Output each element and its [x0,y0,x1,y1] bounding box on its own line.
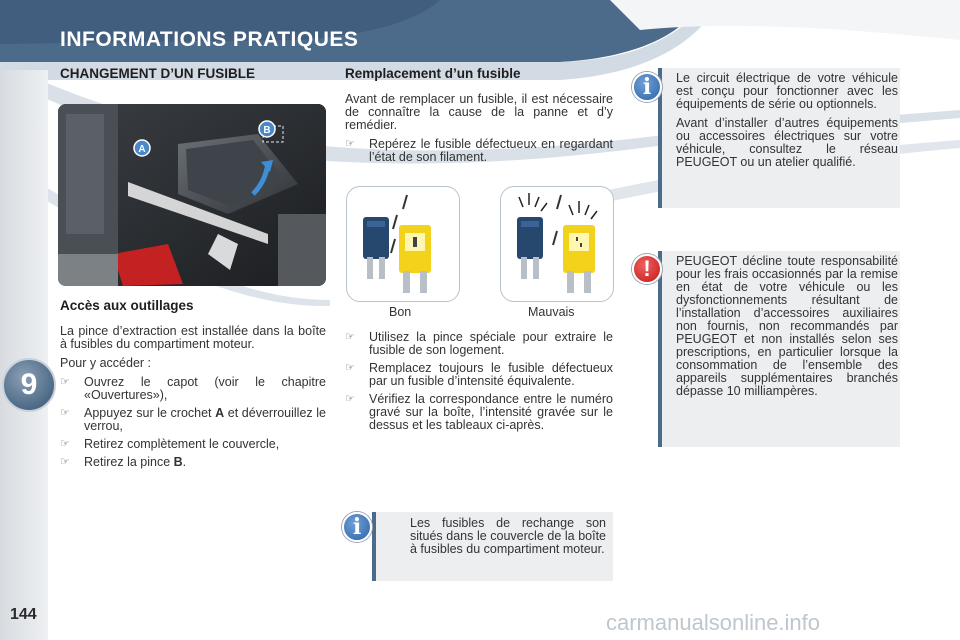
pointing-hand-icon: ☞ [60,407,70,419]
watermark: carmanualsonline.info [606,610,821,635]
access-intro: La pince d’extraction est installée dans la boîte à fusibles du compartiment moteur. [60,324,326,351]
step-item: ☞ Vérifiez la correspondance entre le numéro gravé sur la boîte, l’intensité gravée sur le dessus et les tableaux ci-après. [345,392,613,432]
step-item: ☞ Retirez complètement le couvercle, [60,437,280,451]
pointing-hand-icon: ☞ [345,331,355,343]
section-title: CHANGEMENT D’UN FUSIBLE [60,66,255,81]
step-item: ☞ Ouvrez le capot (voir le chapitre «Ouvertures»), [60,375,326,402]
step-item: ☞ Repérez le fusible défectueux en regardant l’état de son filament. [345,137,613,164]
chapter-strip [0,70,48,640]
subsection-title: Accès aux outillages [60,298,194,313]
fuse-bad-illustration [500,186,614,302]
warning-box-text: PEUGEOT décline toute responsabilité pour les frais occasionnés par la remise en état de votre véhicule ou les dysfonctionnements résultant de l’installation d’accessoires auxiliaires non fournis, non recommandés par PEUGEOT et non installés selon ses prescriptions, en particulier lorsque la consommation de l’ensemble des appareils supplémentaires branchés dépasse 10 milliampères. [676,254,898,398]
fuse-good-label: Bon [389,305,412,319]
pointing-hand-icon: ☞ [345,138,355,150]
subsection-title: Remplacement d’un fusible [345,66,521,81]
step-item: ☞ Utilisez la pince spéciale pour extraire le fusible de son logement. [345,330,613,357]
warning-icon: ! [632,254,662,284]
access-steps [60,376,326,469]
hook-ref: A [215,406,225,420]
page-number: 144 [10,606,37,623]
replace-intro: Avant de remplacer un fusible, il est nécessaire de connaître la cause de la panne et d’y remédier. [345,92,613,132]
fuse-bad-label: Mauvais [528,305,575,319]
middle-steps-block [345,331,613,437]
engine-fuse-box-photo [58,104,326,286]
spare-fuses-info-box [372,512,613,581]
chapter-badge: 9 [2,358,56,412]
photo-label-a: A [138,144,146,155]
fuse-good-illustration [346,186,460,302]
info-icon: i [342,512,372,542]
clip-ref: B [173,455,183,469]
pointing-hand-icon: ☞ [345,393,355,405]
info-box-text: Les fusibles de rechange son situés dans le couvercle de la boîte à fusibles du compartiment moteur. [410,516,606,556]
step-item: ☞ Retirez la pince B. [60,455,187,469]
middle-intro-block [345,93,613,169]
pointing-hand-icon: ☞ [60,438,70,450]
warning-box [658,251,900,447]
pointing-hand-icon: ☞ [60,376,70,388]
pointing-hand-icon: ☞ [60,456,70,468]
step-item: ☞ Appuyez sur le crochet A et déverrouillez le verrou, [60,406,326,433]
page-header-title: INFORMATIONS PRATIQUES [60,28,359,51]
access-lead: Pour y accéder : [60,356,152,370]
step-item: ☞ Remplacez toujours le fusible défectueux par un fusible d’intensité équivalente. [345,361,613,388]
pointing-hand-icon: ☞ [345,362,355,374]
photo-label-b: B [263,125,271,136]
left-text-block [60,325,326,474]
electrical-info-box [658,68,900,208]
info-icon: i [632,72,662,102]
info-box-text: Le circuit électrique de votre véhicule est conçu pour fonctionner avec les équipements de série ou optionnels. Avant d’installer d’autres équipements ou accessoires électriques sur votre véhicule, consultez le réseau PEUGEOT ou un atelier qualifié. [676,71,898,169]
